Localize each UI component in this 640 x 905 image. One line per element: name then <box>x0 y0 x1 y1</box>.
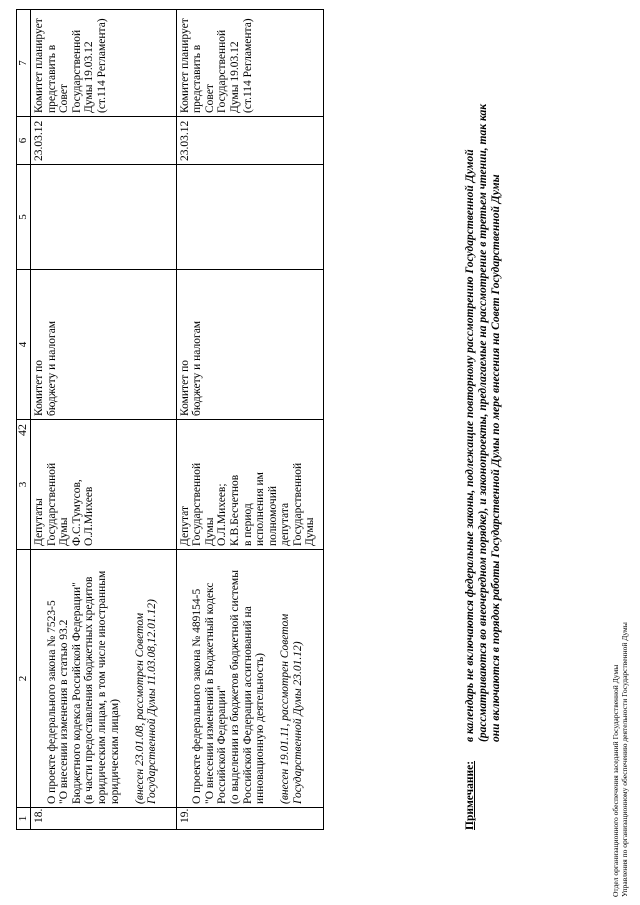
bill-history-note: (внесен 23.01.08, рассмотрен Советом Государственной Думы 11.03.08,12.01.12) <box>133 599 159 804</box>
footer-line-department: Отдел организационного обеспечения заседаний Государственной Думы <box>611 664 620 897</box>
responsible-committee: Комитет по бюджету и налогам <box>176 270 323 420</box>
footer <box>611 622 629 897</box>
bill-authors: Депутат Государственной Думы О.Л.Михеев; К.В.Бесчетнов в период исполнения им полномочий депутата Государственной Думы <box>176 420 323 550</box>
column-header: 6 <box>17 117 31 165</box>
row-number: 19. <box>176 808 323 830</box>
consideration-date: 23.03.12 <box>31 117 177 165</box>
column-header: 4 <box>17 270 31 420</box>
bill-description: О проекте федерального закона № 489154-5 "О внесении изменений в Бюджетный кодекс Российской Федерации" (о выделении из бюджетов бюджетной системы Российской Федерации ассигнований на инновационную деятельность) <box>191 570 267 804</box>
bill-description-cell <box>31 550 177 808</box>
consideration-date: 23.03.12 <box>176 117 323 165</box>
bill-authors: Депутаты Государственной Думы Ф.С.Тумусов, О.Л.Михеев <box>31 420 177 550</box>
responsible-committee: Комитет по бюджету и налогам <box>31 270 177 420</box>
bill-description-cell <box>176 550 323 808</box>
bill-status: Комитет планирует представить в Совет Государственной Думы 19.03.12 (ст.114 Регламента) <box>31 10 177 117</box>
table-row <box>176 10 323 830</box>
bill-description: О проекте федерального закона № 7523-5 "О внесении изменения в статью 93.2 Бюджетного кодекса Российской Федерации" (в части предоставления бюджетных кредитов юридическим лицам, в том числе иностранным юридическим лицам) <box>45 570 121 804</box>
column-header: 2 <box>17 550 31 808</box>
note-label: Примечание: <box>464 760 476 830</box>
page-number: 42 <box>15 424 29 436</box>
table-row <box>31 10 177 830</box>
footer-line-directorate: Управления по организационному обеспечению деятельности Государственной Думы <box>620 622 629 897</box>
calendar-table <box>16 9 324 830</box>
column-header: 5 <box>17 165 31 270</box>
bill-status: Комитет планирует представить в Совет Государственной Думы 19.03.12 (ст.114 Регламента) <box>176 10 323 117</box>
bill-history-note: (внесен 19.01.11, рассмотрен Советом Государственной Думы 23.01.12) <box>279 613 304 804</box>
column-5-cell <box>31 165 177 270</box>
column-5-cell <box>176 165 323 270</box>
column-header: 1 <box>17 808 31 830</box>
row-number: 18. <box>31 808 177 830</box>
table-header-row <box>17 10 31 830</box>
column-header: 7 <box>17 10 31 117</box>
note-text: в календарь не включаются федеральные законы, подлежащие повторному рассмотрению Государственной Думой (рассматриваются во внеочередном порядке), и законопроекты, предлагаемые на рассмотрение в третьем чтении, так как они включаются в порядок работы Государственной Думы по мере внесения на Совет Государственной Думы <box>464 103 502 742</box>
column-header: 3 <box>17 420 31 550</box>
